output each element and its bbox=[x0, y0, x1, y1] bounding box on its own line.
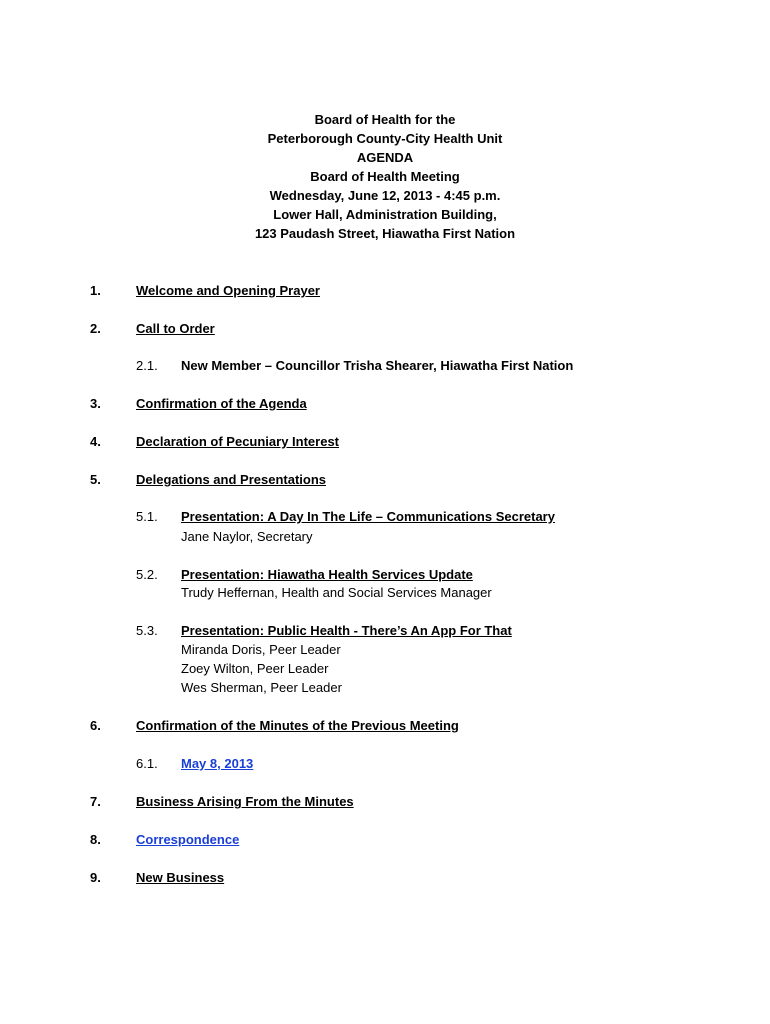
agenda-item-number: 5. bbox=[90, 472, 101, 487]
agenda-item-3 bbox=[0, 394, 770, 413]
agenda-subitem-6-1 bbox=[0, 754, 770, 773]
agenda-subitem-5-2 bbox=[0, 565, 770, 584]
presenter-name: Zoey Wilton, Peer Leader bbox=[181, 661, 329, 676]
presenter-name: Miranda Doris, Peer Leader bbox=[181, 642, 341, 657]
agenda-subitem-5-3 bbox=[0, 621, 770, 640]
header-meeting-location: Lower Hall, Administration Building, bbox=[273, 207, 497, 222]
agenda-item-4 bbox=[0, 432, 770, 451]
agenda-subitem-title: New Member – Councillor Trisha Shearer, Hiawatha First Nation bbox=[181, 358, 574, 373]
agenda-subitem-number: 2.1. bbox=[136, 358, 158, 373]
agenda-item-2 bbox=[0, 319, 770, 338]
agenda-subitem-number: 6.1. bbox=[136, 756, 158, 771]
header-organization: Board of Health for the bbox=[314, 112, 456, 127]
agenda-item-title: Business Arising From the Minutes bbox=[136, 794, 354, 809]
presenter-line bbox=[0, 678, 770, 697]
header-meeting-date: Wednesday, June 12, 2013 - 4:45 p.m. bbox=[269, 188, 501, 203]
agenda-item-5 bbox=[0, 470, 770, 489]
agenda-header bbox=[0, 110, 770, 243]
agenda-item-6 bbox=[0, 716, 770, 735]
agenda-item-1 bbox=[0, 281, 770, 300]
agenda-item-9 bbox=[0, 868, 770, 887]
presenter-line bbox=[0, 659, 770, 678]
presenter-line bbox=[0, 640, 770, 659]
header-agenda-label: AGENDA bbox=[356, 150, 414, 165]
agenda-subitem-title: Presentation: Public Health - There’s An App For That bbox=[181, 623, 512, 638]
agenda-subitem-number: 5.2. bbox=[136, 567, 158, 582]
header-meeting-address: 123 Paudash Street, Hiawatha First Nation bbox=[254, 226, 516, 241]
minutes-may-8-link[interactable]: May 8, 2013 bbox=[181, 756, 254, 771]
agenda-item-title: Call to Order bbox=[136, 321, 215, 336]
agenda-subitem-2-1 bbox=[0, 356, 770, 375]
presenter-name: Jane Naylor, Secretary bbox=[181, 529, 313, 544]
agenda-subitem-number: 5.3. bbox=[136, 623, 158, 638]
agenda-item-title: Confirmation of the Agenda bbox=[136, 396, 307, 411]
agenda-item-title: Delegations and Presentations bbox=[136, 472, 326, 487]
agenda-item-title: Declaration of Pecuniary Interest bbox=[136, 434, 340, 449]
header-health-unit: Peterborough County-City Health Unit bbox=[267, 131, 503, 146]
presenter-name: Trudy Heffernan, Health and Social Services Manager bbox=[181, 585, 492, 600]
header-meeting-name: Board of Health Meeting bbox=[310, 169, 460, 184]
presenter-line bbox=[0, 527, 770, 546]
agenda-subitem-number: 5.1. bbox=[136, 509, 158, 524]
agenda-item-number: 7. bbox=[90, 794, 101, 809]
correspondence-link[interactable]: Correspondence bbox=[136, 832, 240, 847]
agenda-item-number: 4. bbox=[90, 434, 101, 449]
agenda-subitem-5-1 bbox=[0, 507, 770, 526]
agenda-item-title: New Business bbox=[136, 870, 225, 885]
agenda-item-title: Welcome and Opening Prayer bbox=[136, 283, 320, 298]
agenda-item-number: 2. bbox=[90, 321, 101, 336]
agenda-item-8 bbox=[0, 830, 770, 849]
agenda-item-number: 3. bbox=[90, 396, 101, 411]
agenda-item-number: 9. bbox=[90, 870, 101, 885]
presenter-name: Wes Sherman, Peer Leader bbox=[181, 680, 342, 695]
agenda-item-title: Confirmation of the Minutes of the Previous Meeting bbox=[136, 718, 459, 733]
agenda-subitem-title: Presentation: A Day In The Life – Communications Secretary bbox=[181, 509, 555, 524]
presenter-line bbox=[0, 583, 770, 602]
agenda-item-number: 6. bbox=[90, 718, 101, 733]
agenda-item-7 bbox=[0, 792, 770, 811]
agenda-subitem-title: Presentation: Hiawatha Health Services Update bbox=[181, 567, 473, 582]
agenda-item-number: 8. bbox=[90, 832, 101, 847]
agenda-item-number: 1. bbox=[90, 283, 101, 298]
